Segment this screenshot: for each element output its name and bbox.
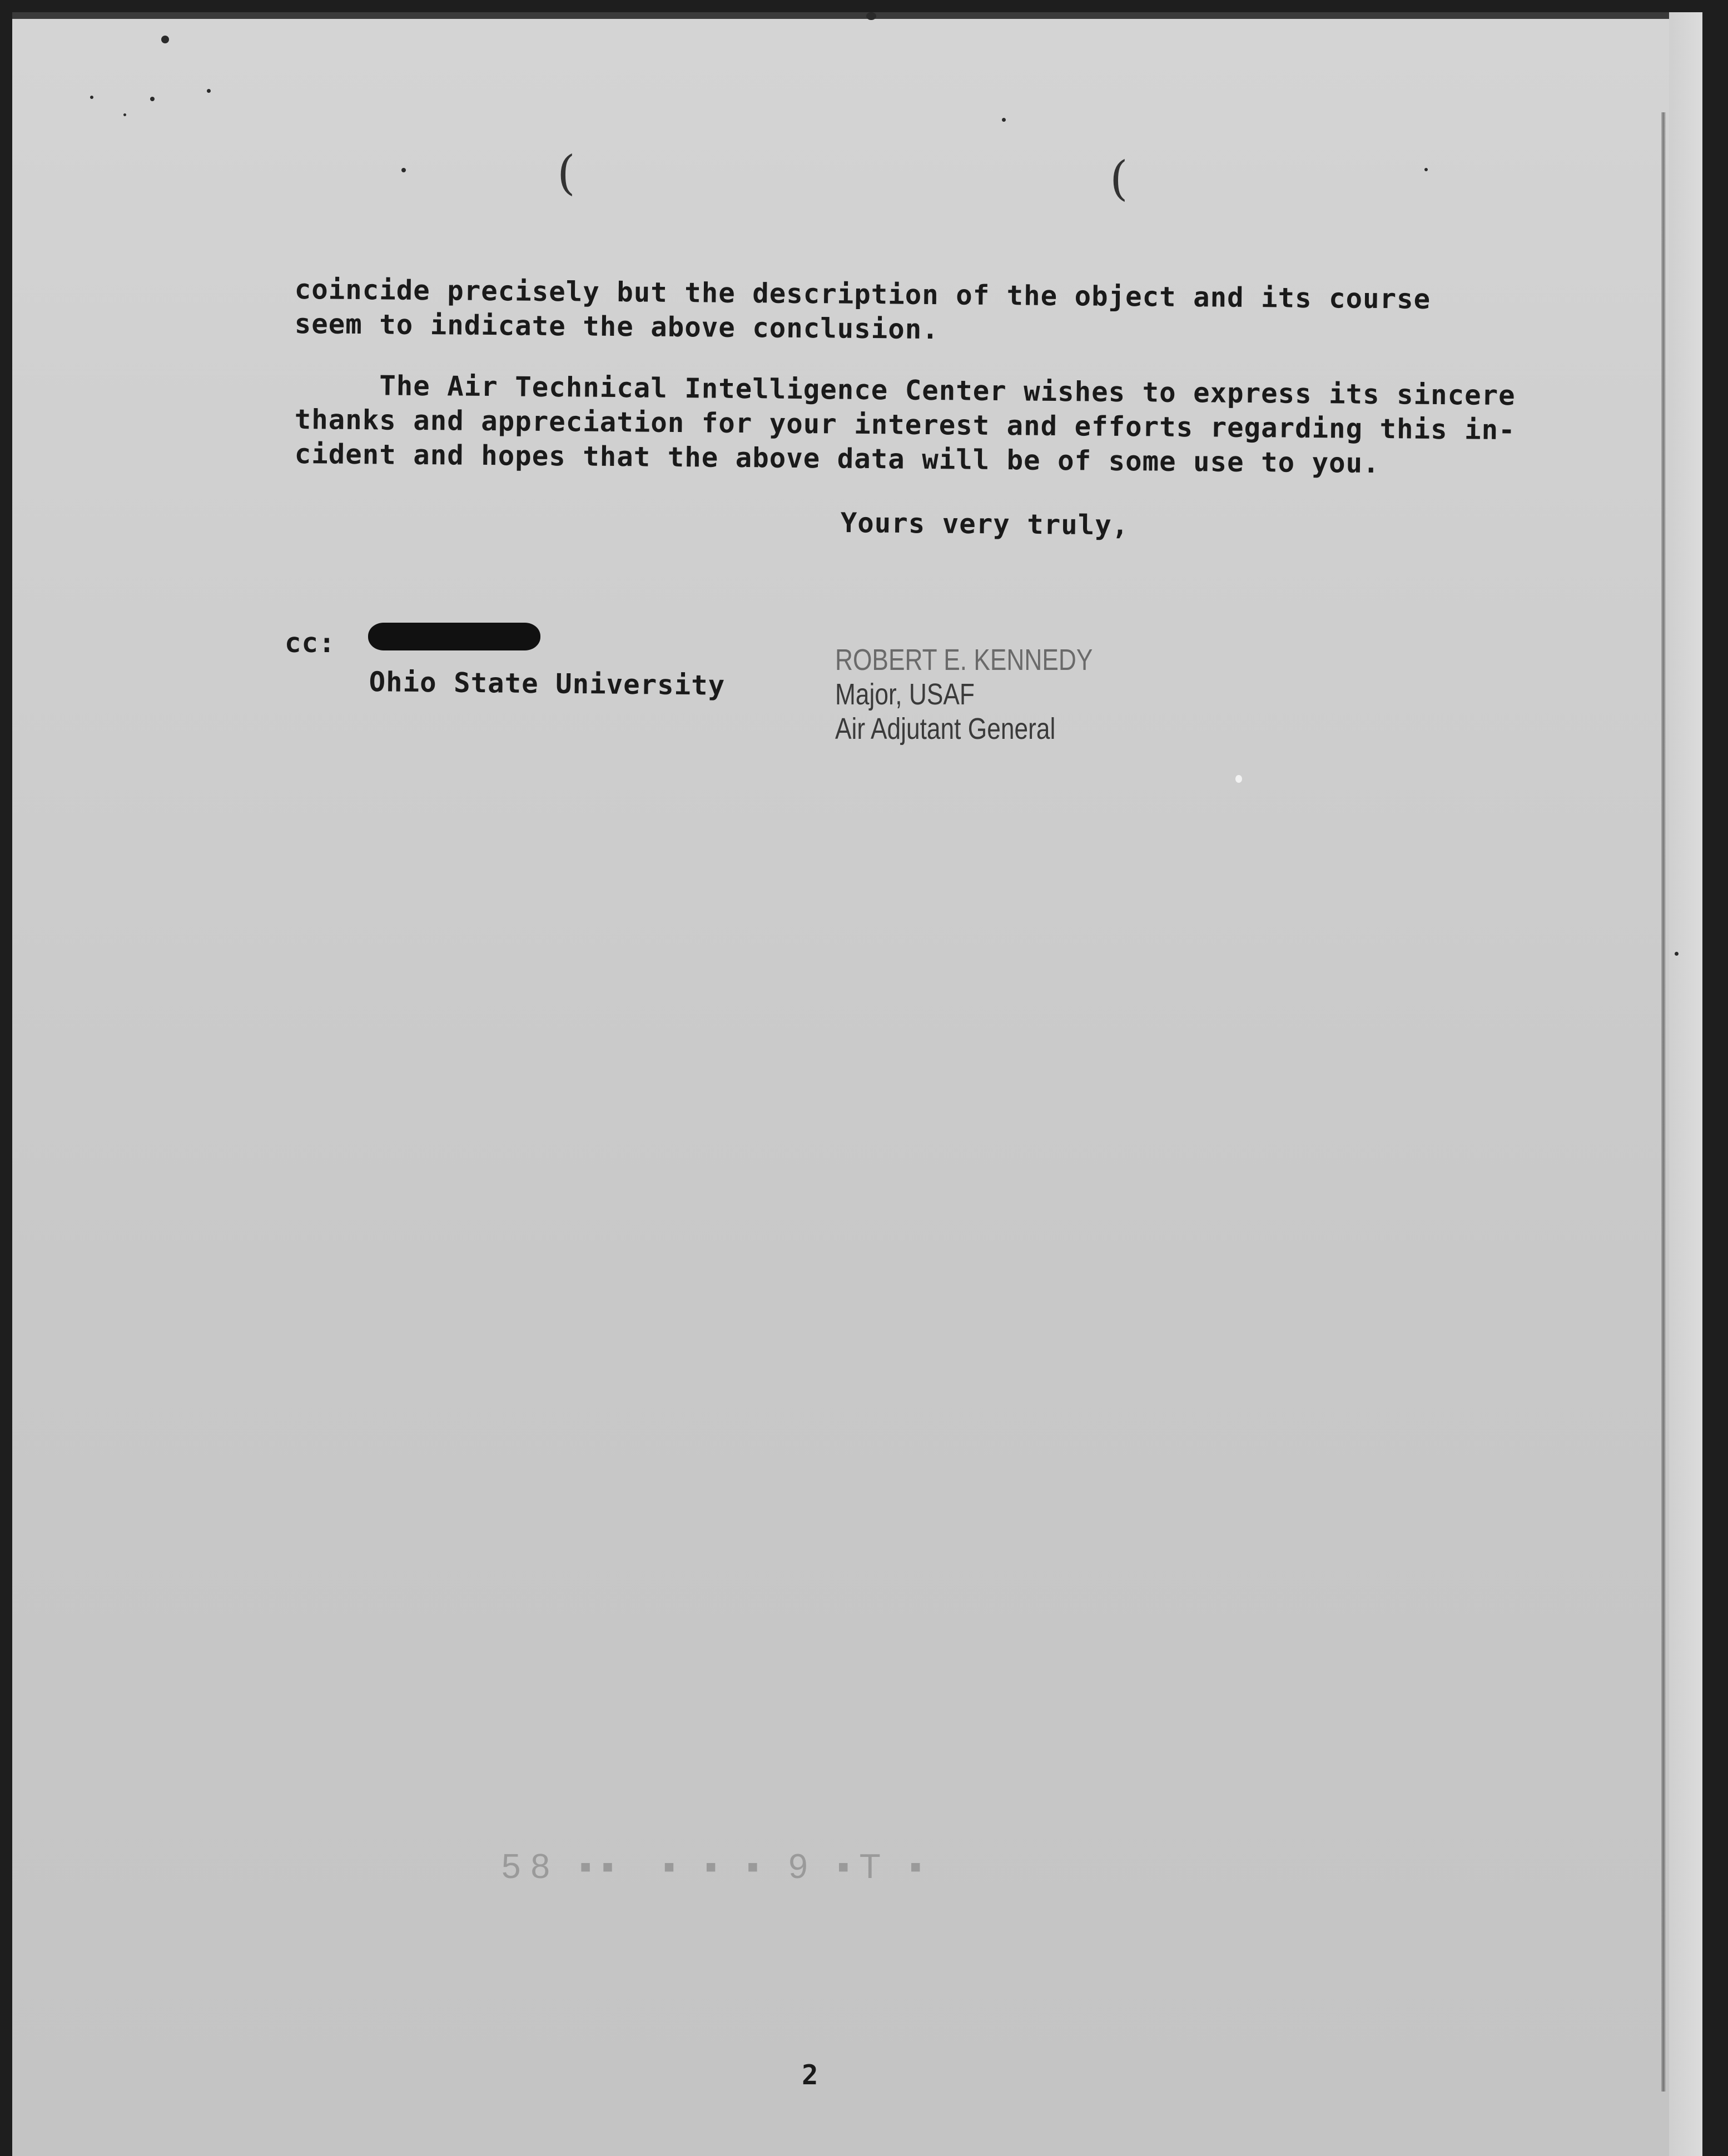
scan-speck	[1675, 952, 1679, 956]
scan-right-margin	[1669, 12, 1702, 2156]
closing: Yours very truly,	[840, 506, 1129, 542]
scan-top-border	[12, 12, 1702, 19]
scan-speck	[90, 96, 93, 99]
scan-speck	[123, 113, 126, 116]
signature-rank: Major, USAF	[835, 678, 975, 711]
body-paragraph-2-line-1: The Air Technical Intelligence Center wishes to express its sincere	[294, 369, 1516, 412]
cc-label: cc:	[285, 627, 336, 659]
scan-speck	[866, 12, 876, 20]
body-paragraph-1-line-1: coincide precisely but the description of the object and its course	[294, 273, 1431, 315]
scan-speck	[401, 168, 406, 172]
scan-speck	[150, 97, 155, 101]
document-page	[12, 12, 1702, 2156]
signature-title: Air Adjutant General	[835, 712, 1056, 746]
scan-speck	[161, 36, 169, 43]
body-paragraph-2-line-2: thanks and appreciation for your interest and efforts regarding this in-	[294, 403, 1516, 446]
signature-name: ROBERT E. KENNEDY	[835, 643, 1093, 677]
cc-recipient: Ohio State University	[369, 665, 726, 702]
page-number: 2	[802, 2059, 819, 2091]
scan-speck	[1235, 775, 1242, 783]
body-paragraph-2-line-3: cident and hopes that the above data will be of some use to you.	[294, 438, 1380, 480]
scan-speck	[1002, 118, 1006, 122]
faded-stamp-mark: 58 ▪▪ ▪ ▪ ▪ 9 ▪T ▪	[501, 1847, 932, 1886]
punch-hole-mark-left: (	[557, 146, 575, 200]
punch-hole-mark-right: (	[1110, 151, 1128, 206]
body-paragraph-1-line-2: seem to indicate the above conclusion.	[294, 307, 939, 346]
redacted-name	[368, 623, 540, 650]
scan-speck	[207, 89, 211, 93]
scan-speck	[1424, 168, 1428, 171]
page-edge-shadow	[1661, 112, 1666, 2092]
